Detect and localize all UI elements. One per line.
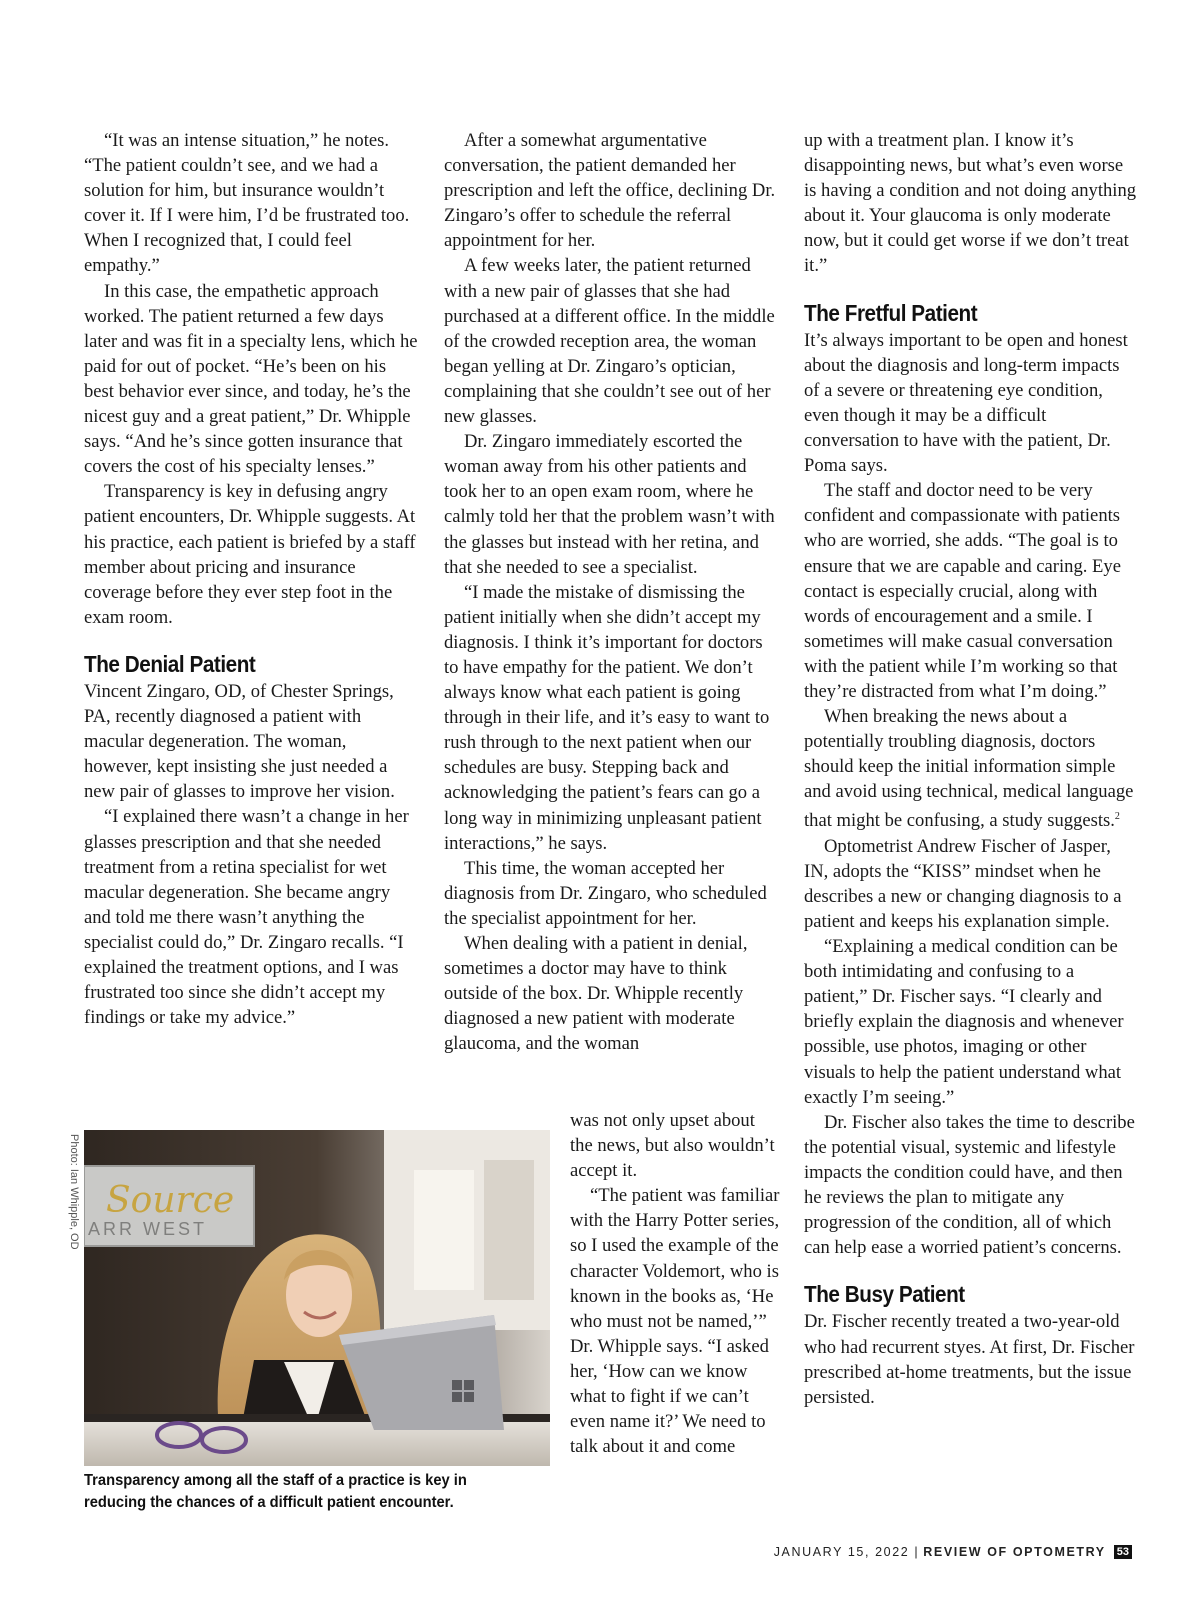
paragraph: After a somewhat argumentative conversation, the patient demanded her prescription and left the office, declining Dr. Zingaro’s offer to schedule the referral appointment for her.: [444, 130, 776, 252]
photo-credit: Photo: Ian Whipple, OD: [68, 1134, 80, 1250]
paragraph: It’s always important to be open and honest about the diagnosis and long-term impacts of a severe or threatening eye condition, even though it may be a difficult conversation to have with the patient, Dr. Poma says.: [804, 329, 1128, 477]
paragraph: was not only upset about the news, but also wouldn’t accept it.: [570, 1110, 775, 1182]
paragraph: “I explained there wasn’t a change in her glasses prescription and that she needed treatment from a retina specialist for wet macular degeneration. She became angry and told me there wasn’t anything the specialist could do,” Dr. Zingaro recalls. “I explained the treatment options, and I was frustrated too since she didn’t accept my findings or take my advice.”: [84, 806, 409, 1029]
paragraph: Dr. Fischer also takes the time to describe the potential visual, systemic and lifestyle impacts the condition could have, and then he reviews the plan to mitigate any progression of the condition, all of which can help ease a worried patient’s concerns.: [804, 1111, 1135, 1259]
sign-sub-text: ARR WEST: [88, 1219, 208, 1239]
paragraph: A few weeks later, the patient returned with a new pair of glasses that she had purchased at a different office. In the middle of the crowded reception area, the woman began yelling at Dr. Zingaro’s optician, complaining that she couldn’t see out of her new glasses.: [444, 255, 775, 428]
article-photo: [84, 1130, 550, 1466]
paragraph: Transparency is key in defusing angry patient encounters, Dr. Whipple suggests. At his practice, each patient is briefed by a staff member about pricing and insurance coverage before they ever step foot in the exam room.: [84, 481, 416, 628]
page-number: 53: [1114, 1545, 1132, 1559]
paragraph-text: When breaking the news about a potentially troubling diagnosis, doctors should keep the initial information simple and avoid using technical, medical language that might be confusing, a study suggests.: [804, 706, 1134, 832]
issue-date: JANUARY 15, 2022 |: [773, 1545, 920, 1559]
section-heading-busy: The Busy Patient: [804, 1281, 965, 1308]
paragraph: “The patient was familiar with the Harry Potter series, so I used the example of the character Voldemort, who is known in the books as, ‘He who must not be named,’” Dr. Whipple says. “I asked her, ‘How can we know what to fight if we can’t even name it?’ We need to talk about it and come: [570, 1185, 780, 1458]
photo-caption: Transparency among all the staff of a practice is key in reducing the chances of a difficult patient encounter.: [84, 1472, 467, 1511]
paragraph: “It was an intense situation,” he notes. “The patient couldn’t see, and we had a solution for him, but insurance wouldn’t cover it. If I were him, I’d be frustrated too. When I recognized that, I could feel empathy.”: [84, 130, 410, 277]
paragraph: The staff and doctor need to be very confident and compassionate with patients who are worried, she adds. “The goal is to ensure that we are capable and caring. Eye contact is especially crucial, along with words of encouragement and a smile. I sometimes will make casual conversation with the patient while I’m working so that they’re distracted from what I’m doing.”: [804, 480, 1121, 702]
section-heading-fretful: The Fretful Patient: [804, 299, 978, 326]
paragraph: “Explaining a medical condition can be both intimidating and confusing to a patient,” Dr. Fischer says. “I clearly and briefly explain the diagnosis and whenever possible, use photos, imaging or other visuals to help the patient understand what exactly I’m seeing.”: [804, 936, 1124, 1108]
photo-illustration: [84, 1130, 550, 1466]
paragraph: Dr. Fischer recently treated a two-year-old who had recurrent styes. At first, Dr. Fischer prescribed at-home treatments, but the issue persisted.: [804, 1311, 1135, 1408]
sign-text: Source: [106, 1180, 235, 1221]
publication-name: REVIEW OF OPTOMETRY: [923, 1545, 1106, 1559]
column-2-wrap: [570, 1108, 780, 1459]
column-2: [444, 128, 778, 1056]
page-footer: [774, 1545, 1132, 1559]
paragraph: Vincent Zingaro, OD, of Chester Springs, PA, recently diagnosed a patient with macular degeneration. The woman, however, kept insisting she just needed a new pair of glasses to improve her vision.: [84, 680, 395, 803]
paragraph: In this case, the empathetic approach worked. The patient returned a few days later and was fit in a specialty lens, which he paid for out of pocket. “He’s been on his best behavior ever since, and today, he’s the nicest guy and a great patient,” Dr. Whipple says. “And he’s since gotten insurance that covers the cost of his specialty lenses.”: [84, 280, 418, 478]
paragraph: Dr. Zingaro immediately escorted the woman away from his other patients and took her to an open exam room, where he calmly told her that the problem wasn’t with the glasses but instead with her retina, and that she needed to see a specialist.: [444, 431, 775, 578]
paragraph: “I made the mistake of dismissing the patient initially when she didn’t accept my diagnosis. I think it’s important for doctors to have empathy for the patient. We don’t always know what each patient is going through in their life, and it’s easy to want to rush through to the next patient when our schedules are busy. Stepping back and acknowledging the patient’s fears can go a long way in minimizing unpleasant patient interactions,” he says.: [444, 581, 770, 854]
footnote-ref: 2: [1114, 811, 1120, 823]
paragraph: When dealing with a patient in denial, sometimes a doctor may have to think outside of the box. Dr. Whipple recently diagnosed a new patient with moderate glaucoma, and the woman: [444, 933, 748, 1055]
paragraph: [804, 704, 1138, 834]
paragraph: Optometrist Andrew Fischer of Jasper, IN, adopts the “KISS” mindset when he describes a new or changing diagnosis to a patient and keeps his explanation simple.: [804, 835, 1122, 932]
paragraph: up with a treatment plan. I know it’s disappointing news, but what’s even worse is having a condition and not doing anything about it. Your glaucoma is only moderate now, but it could get worse if we don’t treat it.”: [804, 130, 1137, 277]
column-3: [804, 128, 1138, 1410]
section-heading-denial: The Denial Patient: [84, 650, 256, 677]
column-1: [84, 128, 418, 1030]
paragraph: This time, the woman accepted her diagnosis from Dr. Zingaro, who scheduled the specialist appointment for her.: [444, 857, 767, 929]
